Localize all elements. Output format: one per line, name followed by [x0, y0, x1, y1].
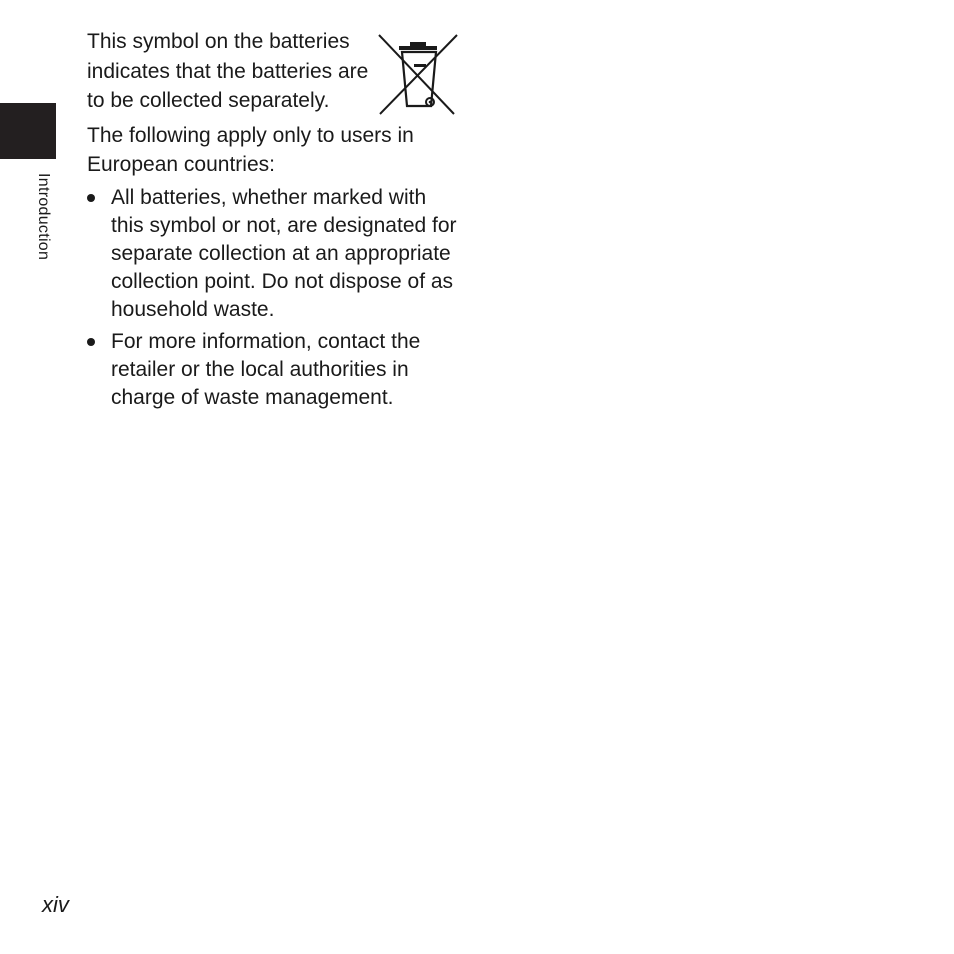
european-notice-paragraph: The following apply only to users in European countries:	[87, 123, 414, 176]
list-item-text: For more information, contact the retailer or the local authorities in charge of waste management.	[111, 329, 421, 409]
crossed-out-wheeled-bin-icon	[377, 33, 459, 117]
intro-paragraph: This symbol on the batteries indicates that the batteries are to be collected separately.	[87, 30, 369, 112]
list-item	[87, 328, 459, 412]
list-item-text: All batteries, whether marked with this symbol or not, are designated for separate collection at an appropriate collection point. Do not dispose of as household waste.	[111, 185, 457, 321]
bullet-dot-icon	[87, 194, 95, 202]
section-label: Introduction	[35, 173, 52, 261]
bullet-dot-icon	[87, 338, 95, 346]
list-item	[87, 184, 459, 324]
page-number: xiv	[42, 892, 69, 917]
bullet-list	[87, 184, 459, 412]
section-tab-marker	[0, 103, 56, 159]
